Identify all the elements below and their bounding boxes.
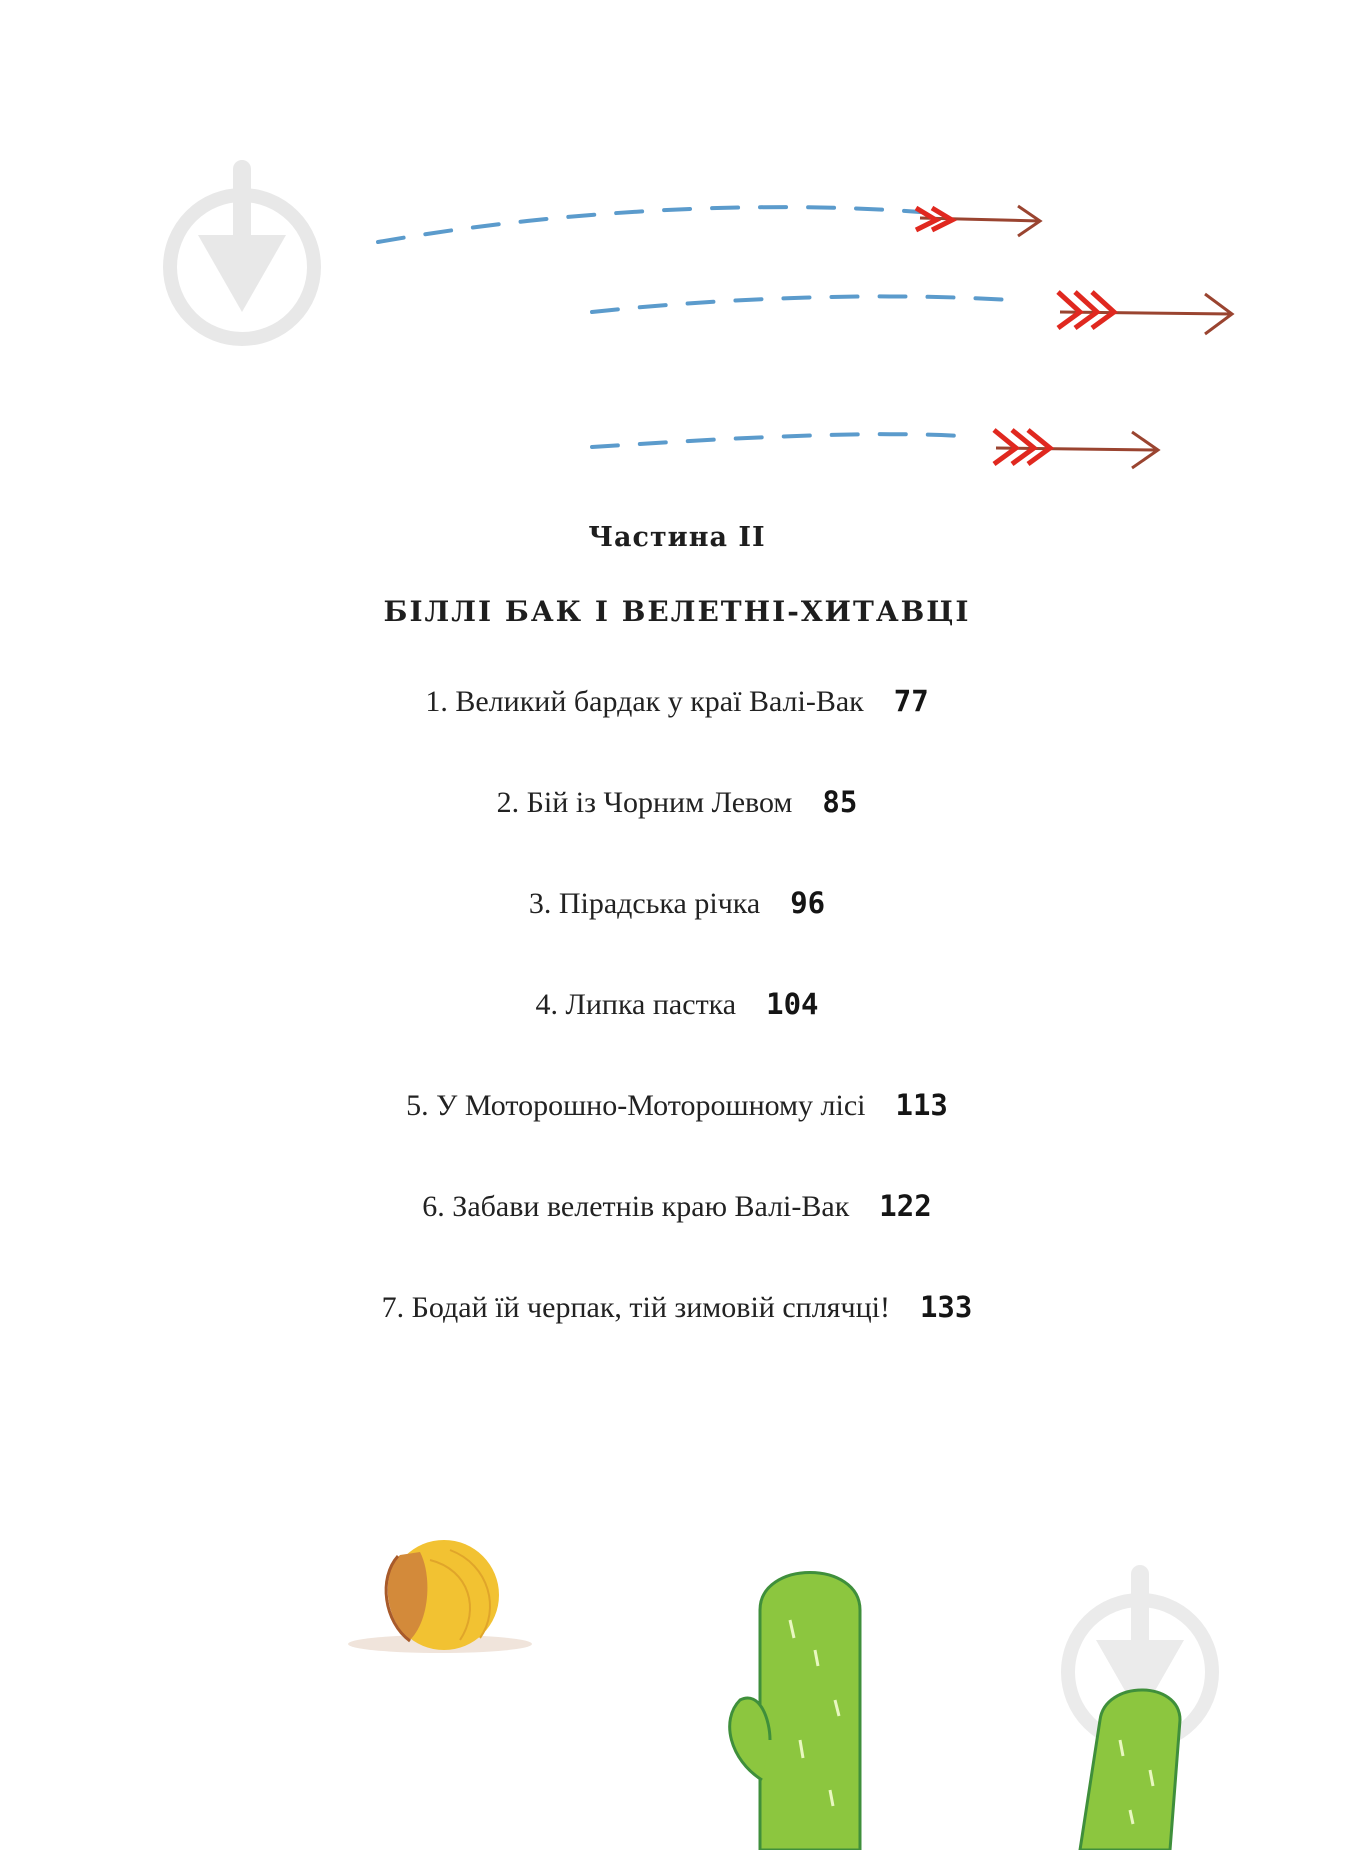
part-title: БІЛЛІ БАК І ВЕЛЕТНІ-ХИТАВЦІ bbox=[383, 595, 971, 628]
nut-icon bbox=[348, 1540, 532, 1653]
toc-entry[interactable] bbox=[0, 684, 1354, 785]
arrow-icon-3 bbox=[592, 430, 1158, 468]
toc-entry-page: 96 bbox=[790, 886, 826, 920]
toc-entry-title: 3. Пірадська річка bbox=[528, 887, 761, 920]
toc-entry[interactable] bbox=[0, 886, 1354, 987]
toc-entry-page: 104 bbox=[766, 987, 819, 1021]
toc-entry-page: 122 bbox=[879, 1189, 932, 1223]
cactus-icon-2 bbox=[1080, 1690, 1180, 1850]
watermark-icon bbox=[170, 160, 314, 339]
toc-entry-page: 77 bbox=[893, 684, 929, 718]
cactus-icon bbox=[730, 1573, 860, 1850]
toc-entry-title: 2. Бій із Чорним Левом bbox=[496, 786, 793, 819]
toc-entry-title: 7. Бодай їй черпак, тій зимовій сплячці! bbox=[381, 1291, 890, 1324]
toc-entry[interactable] bbox=[0, 1290, 1354, 1391]
toc-entry-title: 1. Великий бардак у краї Валі-Вак bbox=[425, 685, 864, 718]
part-label: Частина II bbox=[588, 522, 766, 553]
toc-entry[interactable] bbox=[0, 785, 1354, 886]
watermark-icon-2 bbox=[1068, 1565, 1212, 1744]
toc-entry[interactable] bbox=[0, 1088, 1354, 1189]
toc-entry-page: 113 bbox=[895, 1088, 948, 1122]
arrow-icon-1 bbox=[378, 206, 1040, 242]
table-of-contents bbox=[0, 684, 1354, 1391]
toc-entry-page: 133 bbox=[919, 1290, 973, 1324]
toc-entry[interactable] bbox=[0, 1189, 1354, 1290]
toc-entry[interactable] bbox=[0, 987, 1354, 1088]
toc-entry-title: 4. Липка пастка bbox=[535, 988, 737, 1021]
toc-entry-title: 6. Забави велетнів краю Валі-Вак bbox=[422, 1190, 850, 1223]
toc-entry-page: 85 bbox=[822, 785, 858, 819]
toc-entry-title: 5. У Моторошно-Моторошному лісі bbox=[406, 1089, 866, 1122]
arrow-icon-2 bbox=[592, 292, 1232, 334]
